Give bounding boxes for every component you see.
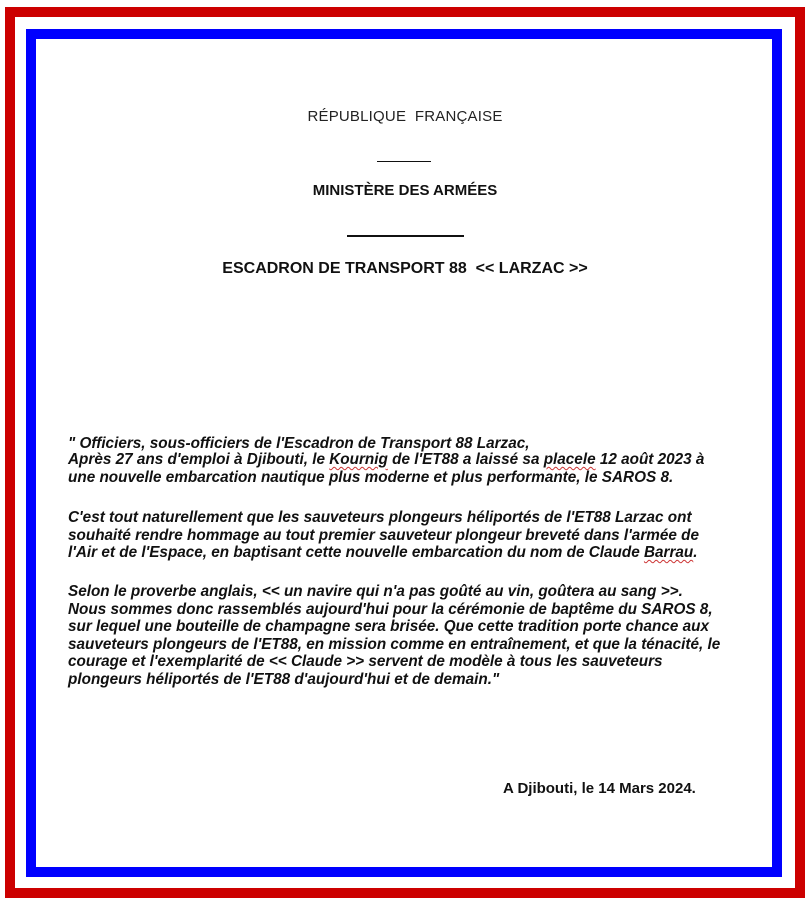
text-run: l'Air et de l'Espace, en baptisant cette nouvelle embarcation du nom de Claude — [68, 544, 644, 562]
paragraph-line: sur lequel une bouteille de champagne sera brisée. Que cette tradition porte chance aux — [68, 618, 709, 636]
header-republique-francaise: RÉPUBLIQUE FRANÇAISE — [307, 108, 503, 125]
text-run: 12 août 2023 à — [595, 451, 705, 468]
paragraph-line — [68, 544, 758, 562]
paragraph-proverbe — [68, 583, 758, 689]
paragraph-kournig — [68, 451, 758, 486]
text-run: Après 27 ans d'emploi à Djibouti, le — [68, 451, 330, 468]
misspelled-word: Barrau — [643, 544, 694, 562]
paragraph-hommage — [68, 509, 758, 562]
misspelled-word: Kournig — [329, 451, 388, 468]
text-run: de l'ET88 a laissé sa — [387, 451, 544, 468]
salutation-line: " Officiers, sous-officiers de l'Escadron de Transport 88 Larzac, — [68, 435, 530, 452]
paragraph-line: sauveteurs plongeurs de l'ET88, en mission comme en entraînement, et que la ténacité, le — [68, 635, 721, 653]
header-escadron-title: ESCADRON DE TRANSPORT 88 << LARZAC >> — [222, 260, 588, 277]
place-date-signature: A Djibouti, le 14 Mars 2024. — [503, 780, 696, 797]
paragraph-line: souhaité rendre hommage au tout premier sauveteur plongeur breveté dans l'armée de — [68, 526, 699, 544]
misspelled-word: placele — [543, 451, 596, 468]
paragraph-line: Selon le proverbe anglais, << un navire qui n'a pas goûté au vin, goûtera au sang >>. — [68, 583, 683, 600]
header-separator-short — [377, 161, 431, 162]
text-run: . — [693, 544, 698, 562]
header-separator-long — [347, 235, 464, 237]
paragraph-line: plongeurs héliportés de l'ET88 d'aujourd'hui et de demain." — [68, 670, 500, 688]
paragraph-line: une nouvelle embarcation nautique plus moderne et plus performante, le SAROS 8. — [68, 468, 674, 486]
header-ministere: MINISTÈRE DES ARMÉES — [312, 182, 498, 199]
paragraph-line — [68, 451, 758, 469]
salutation — [68, 435, 758, 453]
paragraph-line: Nous sommes donc rassemblés aujourd'hui pour la cérémonie de baptême du SAROS 8, — [68, 600, 713, 618]
paragraph-line: courage et l'exemplarité de << Claude >> servent de modèle à tous les sauveteurs — [68, 653, 663, 671]
paragraph-line: C'est tout naturellement que les sauveteurs plongeurs héliportés de l'ET88 Larzac ont — [68, 509, 692, 526]
